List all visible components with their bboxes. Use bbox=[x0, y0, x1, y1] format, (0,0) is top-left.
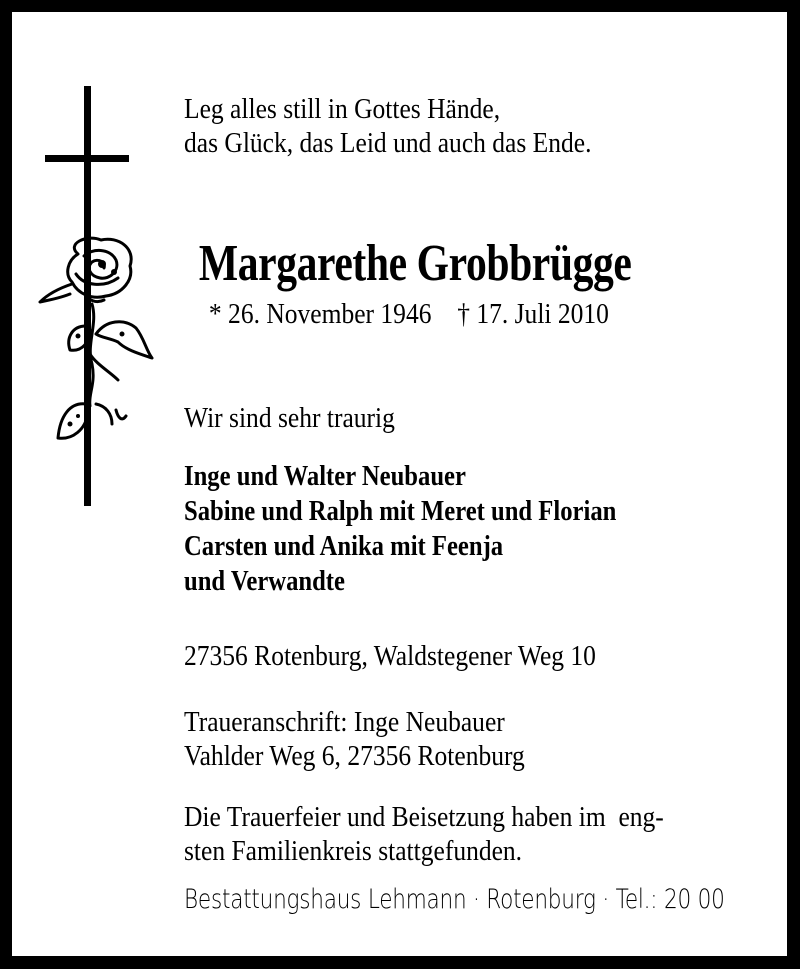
service-note-line-2: sten Familienkreis stattgefunden. bbox=[184, 835, 523, 867]
cross-icon-bar bbox=[45, 155, 129, 162]
family-member: Carsten und Anika mit Feenja bbox=[184, 530, 504, 562]
deceased-name: Margarethe Grobbrügge bbox=[198, 235, 632, 292]
verse-line-2: das Glück, das Leid und auch das Ende. bbox=[184, 127, 592, 159]
family-member: und Verwandte bbox=[184, 565, 345, 597]
mourning-address-line-1: Traueranschrift: Inge Neubauer bbox=[184, 706, 505, 738]
verse bbox=[184, 92, 592, 160]
death-symbol: † bbox=[457, 298, 470, 330]
mourning-address bbox=[184, 705, 525, 773]
mourning-address-line-2: Vahlder Weg 6, 27356 Rotenburg bbox=[184, 740, 525, 772]
verse-line-1: Leg alles still in Gottes Hände, bbox=[184, 93, 501, 125]
obituary-notice bbox=[12, 12, 787, 956]
life-dates bbox=[68, 298, 750, 331]
sentiment: Wir sind sehr traurig bbox=[184, 402, 395, 434]
birth-symbol: * bbox=[208, 298, 222, 330]
service-note-line-1: Die Trauerfeier und Beisetzung haben im eng- bbox=[184, 801, 664, 833]
address: 27356 Rotenburg, Waldstegener Weg 10 bbox=[184, 640, 596, 672]
family-list bbox=[184, 459, 616, 599]
funeral-home: Bestattungshaus Lehmann · Rotenburg · Tel.: 20 00 bbox=[184, 884, 725, 915]
birth-date: 26. November 1946 bbox=[228, 298, 432, 330]
service-note bbox=[184, 800, 664, 868]
family-member: Inge und Walter Neubauer bbox=[184, 460, 466, 492]
death-date: 17. Juli 2010 bbox=[476, 298, 609, 330]
family-member: Sabine und Ralph mit Meret und Florian bbox=[184, 495, 617, 527]
